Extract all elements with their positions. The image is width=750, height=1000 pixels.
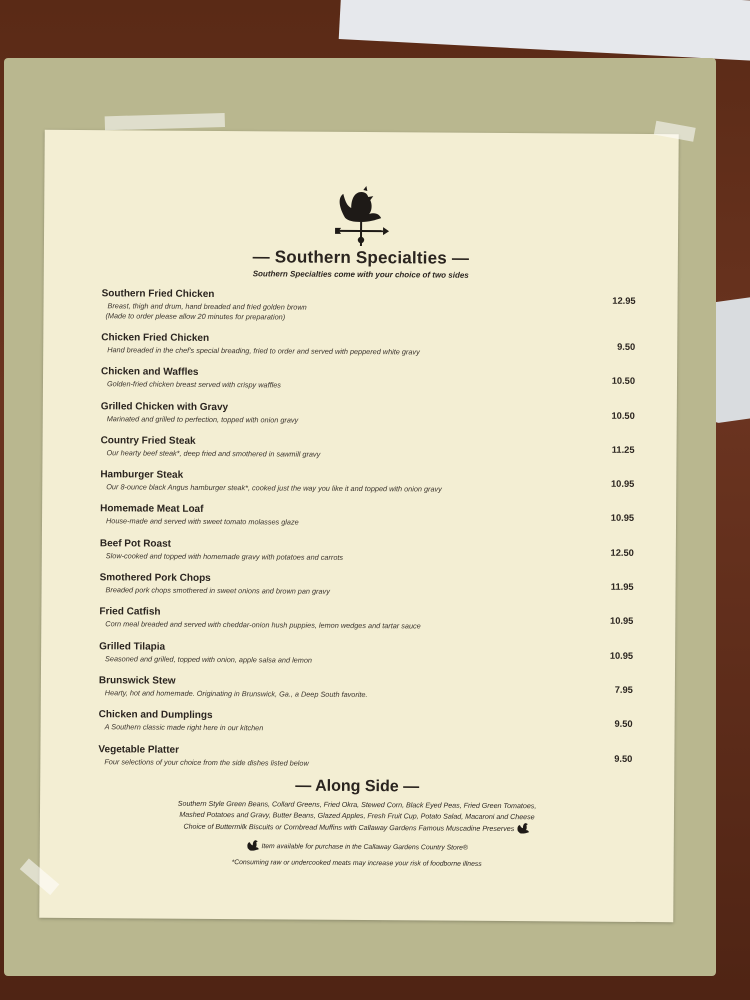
store-note: Item available for purchase in the Callaway Gardens Country Store® bbox=[261, 843, 468, 852]
item-price: 10.95 bbox=[610, 478, 635, 490]
menu-item-list bbox=[98, 288, 636, 781]
item-price: 11.25 bbox=[611, 444, 635, 455]
rooster-icon bbox=[516, 822, 530, 836]
item-name: Homemade Meat Loaf bbox=[100, 503, 204, 516]
item-description: Hearty, hot and homemade. Originating in Brunswick, Ga., a Deep South favorite. bbox=[104, 688, 368, 700]
menu-item bbox=[99, 572, 634, 610]
sides-list bbox=[40, 798, 674, 838]
store-note-row bbox=[40, 838, 674, 856]
item-name: Southern Fried Chicken bbox=[101, 288, 215, 300]
section-subtitle: Southern Specialties come with your choice of two sides bbox=[252, 269, 469, 280]
along-side-title: — Along Side — bbox=[295, 777, 420, 796]
menu-item bbox=[99, 640, 634, 679]
rooster-icon bbox=[246, 839, 260, 853]
item-description: Marinated and grilled to perfection, topped with onion gravy bbox=[106, 413, 299, 425]
item-name: Smothered Pork Chops bbox=[99, 572, 211, 585]
item-price: 12.50 bbox=[610, 547, 634, 558]
item-price: 12.95 bbox=[612, 295, 636, 306]
menu-item bbox=[101, 332, 636, 370]
item-name: Chicken and Dumplings bbox=[98, 709, 213, 722]
item-price: 10.95 bbox=[609, 650, 634, 661]
item-price: 11.95 bbox=[610, 581, 634, 592]
menu-item bbox=[99, 606, 634, 645]
sides-line-text: Choice of Buttermilk Biscuits or Cornbread Muffins with Callaway Gardens Famous Muscadine Preserves bbox=[183, 822, 515, 834]
item-name: Chicken and Waffles bbox=[101, 366, 199, 379]
menu-item bbox=[98, 709, 633, 747]
foodborne-warning: *Consuming raw or undercooked meats may increase your risk of foodborne illness bbox=[231, 859, 482, 868]
menu-item bbox=[101, 366, 636, 404]
item-description: Seasoned and grilled, topped with onion, apple salsa and lemon bbox=[105, 653, 313, 665]
menu-item bbox=[100, 435, 635, 473]
section-title: — Southern Specialties — bbox=[252, 247, 470, 268]
item-name: Vegetable Platter bbox=[98, 743, 180, 756]
item-price: 10.95 bbox=[610, 616, 634, 627]
item-price: 7.95 bbox=[614, 684, 633, 695]
item-price: 10.50 bbox=[611, 376, 636, 387]
item-description: House-made and served with sweet tomato molasses glaze bbox=[105, 516, 299, 528]
item-description: Slow-cooked and topped with homemade gravy with potatoes and carrots bbox=[105, 551, 344, 562]
menu-item bbox=[98, 675, 633, 713]
item-price: 10.95 bbox=[610, 513, 635, 524]
item-description: Corn meal breaded and served with cheddar-onion hush puppies, lemon wedges and tartar sauce bbox=[105, 619, 421, 631]
menu-sheet bbox=[39, 130, 678, 922]
item-description: Our hearty beef steak*, deep fried and smothered in sawmill gravy bbox=[106, 448, 321, 459]
item-price: 9.50 bbox=[617, 341, 636, 352]
item-name: Chicken Fried Chicken bbox=[101, 332, 210, 344]
item-name: Beef Pot Roast bbox=[99, 537, 172, 550]
item-name: Country Fried Steak bbox=[100, 435, 196, 447]
item-description: Our 8-ounce black Angus hamburger steak*, cooked just the way you like it and topped with onion gravy bbox=[106, 482, 442, 494]
item-price: 9.50 bbox=[614, 753, 633, 764]
rooster-weathervane-icon bbox=[331, 184, 391, 250]
menu-item bbox=[100, 503, 635, 542]
paper-sheet-background bbox=[339, 0, 750, 61]
item-price: 9.50 bbox=[614, 719, 633, 730]
item-name: Fried Catfish bbox=[99, 606, 161, 618]
menu-item bbox=[100, 400, 635, 439]
item-description: Hand breaded in the chef's special breading, fried to order and served with peppered white gravy bbox=[107, 345, 420, 357]
menu-item bbox=[99, 537, 634, 576]
item-description: Breast, thigh and drum, hand breaded and fried golden brown bbox=[107, 301, 307, 312]
item-name: Brunswick Stew bbox=[98, 675, 176, 687]
item-name: Hamburger Steak bbox=[100, 469, 184, 481]
menu-item bbox=[101, 288, 636, 336]
item-description: Four selections of your choice from the side dishes listed below bbox=[104, 756, 309, 768]
item-name: Grilled Chicken with Gravy bbox=[100, 400, 229, 413]
menu-item bbox=[100, 469, 635, 507]
item-name: Grilled Tilapia bbox=[99, 640, 166, 653]
sides-line: Mashed Potatoes and Gravy, Butter Beans, Glazed Apples, Fresh Fruit Cup, Potato Salad, Macaroni and Cheese bbox=[179, 810, 535, 821]
item-description: Breaded pork chops smothered in sweet onions and brown pan gravy bbox=[105, 585, 330, 596]
sides-line: Southern Style Green Beans, Collard Greens, Fried Okra, Stewed Corn, Black Eyed Peas, Fried Green Tomatoes, bbox=[177, 799, 537, 811]
item-description-note: (Made to order please allow 20 minutes for preparation) bbox=[105, 311, 286, 322]
item-price: 10.50 bbox=[611, 410, 635, 421]
item-description: A Southern classic made right here in our kitchen bbox=[104, 722, 264, 733]
item-description: Golden-fried chicken breast served with crispy waffles bbox=[106, 379, 281, 390]
